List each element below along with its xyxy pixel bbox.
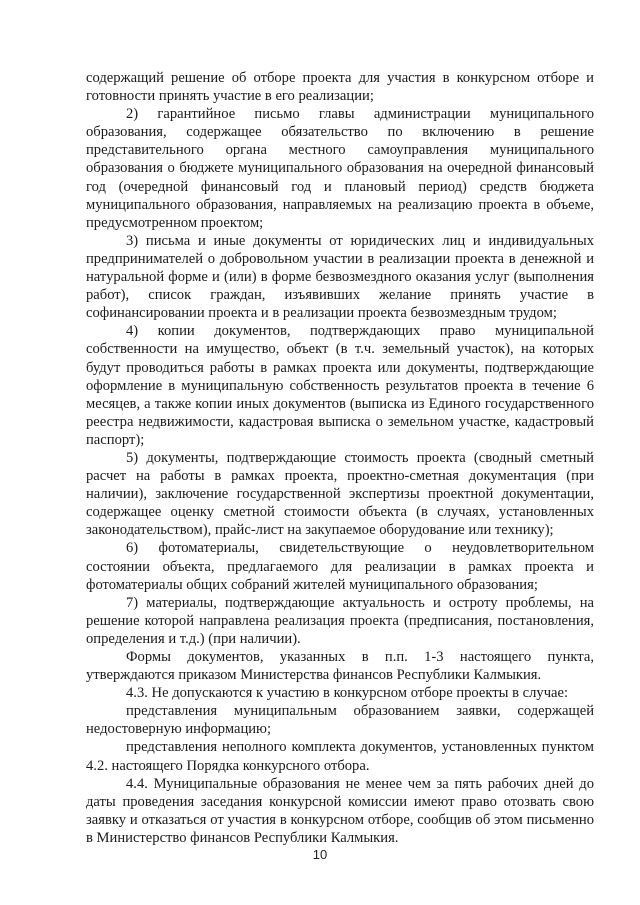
body-text bbox=[86, 69, 594, 847]
paragraph-4-3-case-1: представления муниципальным образованием заявки, содержащей недостоверную информацию; bbox=[86, 703, 594, 738]
paragraph-4-3: 4.3. Не допускаются к участию в конкурсном отборе проекты в случае: bbox=[126, 685, 569, 702]
paragraph-continuation: содержащий решение об отборе проекта для участия в конкурсном отборе и готовности принять участие в его реализации; bbox=[86, 70, 594, 105]
paragraph-item-3: 3) письма и иные документы от юридических лиц и индивидуальных предпринимателей о добровольном участии в реализации проекта в денежной и натуральной форме и (или) в форме безвозмездного оказания услуг (выполнения работ), список граждан, изъявивших желание принять участие в софинансировании проекта и в реализации проекта безвозмездным трудом; bbox=[86, 232, 594, 322]
page-number: 10 bbox=[312, 847, 328, 862]
paragraph-item-4: 4) копии документов, подтверждающих право муниципальной собственности на имущество, объект (в т.ч. земельный участок), на которых будут проводиться работы в рамках проекта или документы, подтверждающие оформление в муниципальную собственность результатов проекта в течение 6 месяцев, а также копии иных документов (выписка из Единого государственного реестра недвижимости, кадастровая выписка о земельном участке, кадастровый паспорт); bbox=[86, 323, 594, 448]
paragraph-4-3-case-2: представления неполного комплекта документов, установленных пунктом 4.2. настоящего Порядка конкурсного отбора. bbox=[86, 739, 594, 774]
paragraph-4-4: 4.4. Муниципальные образования не менее чем за пять рабочих дней до даты проведения заседания конкурсной комиссии имеют право отозвать свою заявку и отказаться от участия в конкурсном отборе, сообщив об этом письменно в Министерство финансов Республики Калмыкия. bbox=[86, 775, 594, 846]
paragraph-item-2: 2) гарантийное письмо главы администрации муниципального образования, содержащее обязательство по включению в решение представительного органа местного самоуправления муниципального образования о бюджете муниципального образования на очередной финансовый год (очередной финансовый год и плановый период) средств бюджета муниципального образования, направляемых на реализацию проекта в объеме, предусмотренном проектом; bbox=[86, 106, 594, 231]
paragraph-item-7: 7) материалы, подтверждающие актуальность и остроту проблемы, на решение которой направлена реализация проекта (предписания, постановления, определения и т.д.) (при наличии). bbox=[86, 594, 594, 647]
paragraph-item-6: 6) фотоматериалы, свидетельствующие о неудовлетворительном состоянии объекта, предлагаемого для реализации в рамках проекта и фотоматериалы общих собраний жителей муниципального образования; bbox=[86, 540, 594, 593]
paragraph-item-5: 5) документы, подтверждающие стоимость проекта (сводный сметный расчет на работы в рамках проекта, проектно-сметная документация (при наличии), заключение государственной экспертизы проектной документации, содержащее оценку сметной стоимости объекта (в случаях, установленных законодательством), прайс-лист на закупаемое оборудование или технику); bbox=[86, 449, 594, 539]
paragraph-forms: Формы документов, указанных в п.п. 1-3 настоящего пункта, утверждаются приказом Министерства финансов Республики Калмыкия. bbox=[86, 649, 594, 684]
